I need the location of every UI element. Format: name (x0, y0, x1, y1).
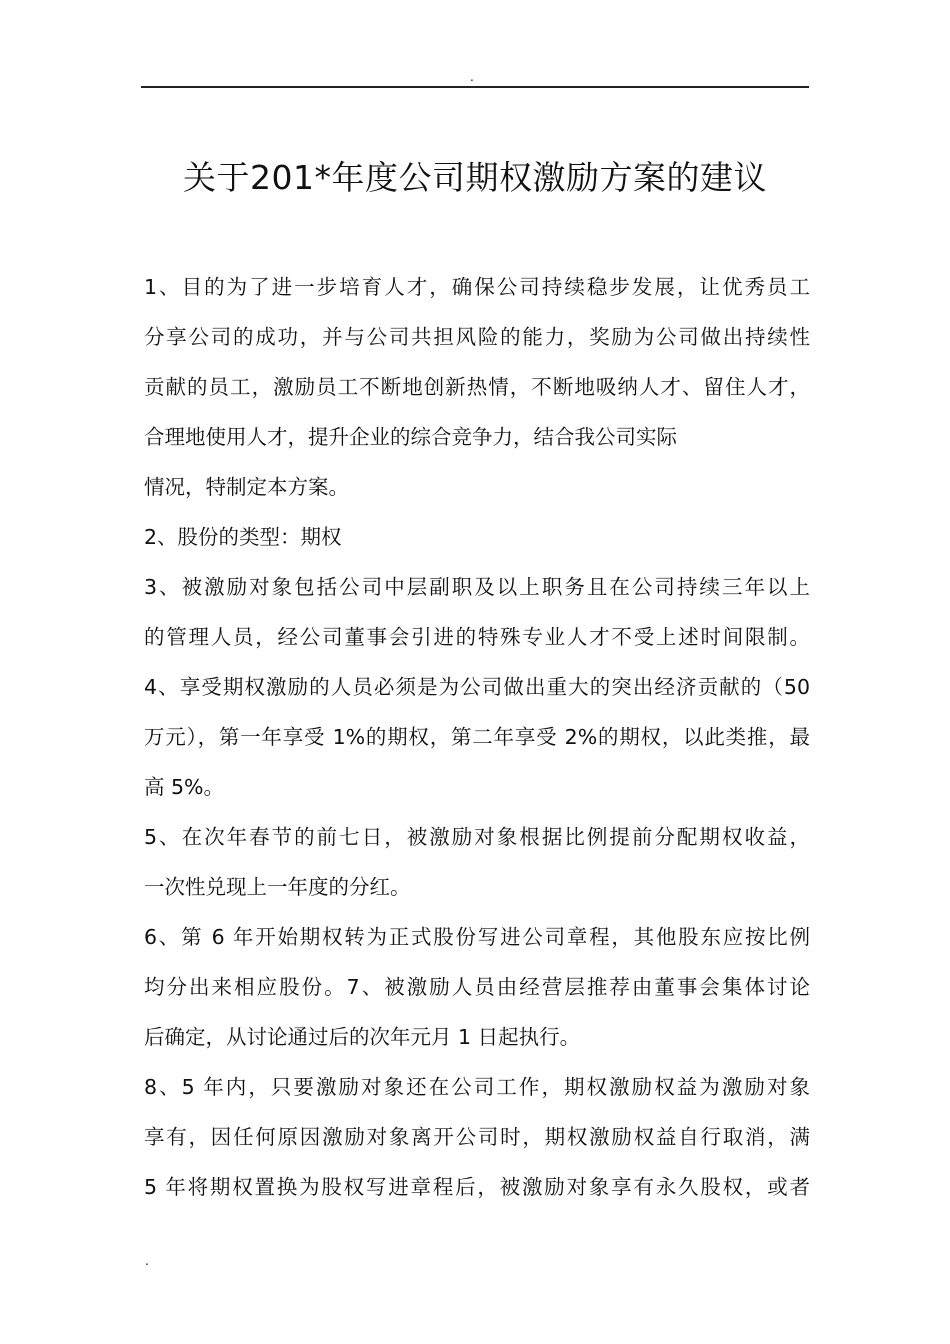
header-dot: . (470, 70, 474, 84)
body-line: 合理地使用人才，提升企业的综合竞争力，结合我公司实际 (144, 425, 677, 449)
body-line: 后确定，从讨论通过后的次年元月 1 日起执行。 (144, 1025, 581, 1049)
footer-dot: . (145, 1254, 149, 1268)
body-line: 高 5%。 (144, 775, 225, 799)
body-line: 享有，因任何原因激励对象离开公司时，期权激励权益自行取消，满 (144, 1125, 810, 1149)
document-title: 关于201*年度公司期权激励方案的建议 (183, 158, 767, 197)
body-line: 8、5 年内，只要激励对象还在公司工作，期权激励权益为激励对象 (144, 1075, 810, 1099)
header-rule (141, 86, 809, 88)
body-line: 情况，特制定本方案。 (144, 475, 349, 499)
body-line: 的管理人员，经公司董事会引进的特殊专业人才不受上述时间限制。 (144, 625, 810, 649)
body-line: 3、被激励对象包括公司中层副职及以上职务且在公司持续三年以上 (144, 575, 810, 599)
document-body (144, 262, 810, 1212)
body-line: 4、享受期权激励的人员必须是为公司做出重大的突出经济贡献的（50 (144, 675, 810, 699)
body-line: 5、在次年春节的前七日，被激励对象根据比例提前分配期权收益， (144, 825, 810, 849)
body-line: 一次性兑现上一年度的分红。 (144, 875, 411, 899)
body-line: 6、第 6 年开始期权转为正式股份写进公司章程，其他股东应按比例 (144, 925, 810, 949)
body-line: 均分出来相应股份。7、被激励人员由经营层推荐由董事会集体讨论 (144, 975, 810, 999)
body-line: 万元），第一年享受 1%的期权，第二年享受 2%的期权，以此类推，最 (144, 725, 810, 749)
body-line: 5 年将期权置换为股权写进章程后，被激励对象享有永久股权，或者 (144, 1175, 810, 1199)
body-line: 贡献的员工，激励员工不断地创新热情，不断地吸纳人才、留住人才， (144, 375, 810, 399)
body-line: 分享公司的成功，并与公司共担风险的能力，奖励为公司做出持续性 (144, 325, 810, 349)
body-line: 1、目的为了进一步培育人才，确保公司持续稳步发展，让优秀员工 (144, 275, 810, 299)
body-line: 2、股份的类型：期权 (144, 525, 342, 549)
